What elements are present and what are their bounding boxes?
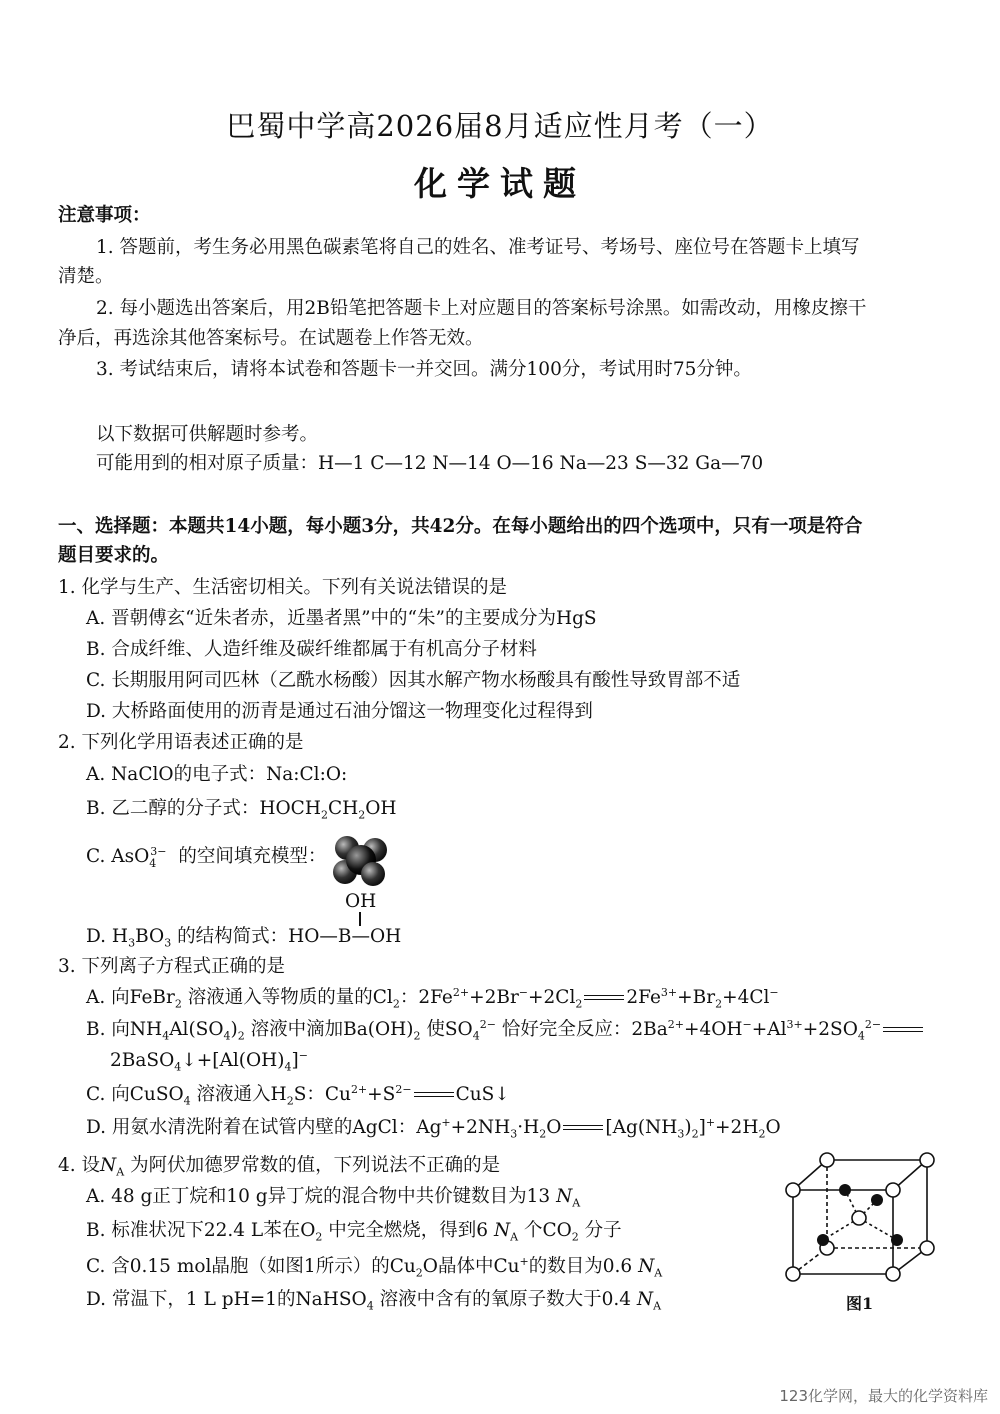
reference-line1: 以下数据可供解题时参考。 [96,424,319,445]
h3bo3-oh-top: OH [345,891,377,912]
q4-option-d: D. 常温下，1 L pH=1的NaHSO$_4$ 溶液中含有的氧原子数大于0.4 $N_A$ [86,1289,662,1313]
section1-line2: 题目要求的。 [58,545,170,566]
section1-line1: 一、选择题：本题共14小题，每小题3分，共42分。在每小题给出的四个选项中，只有一项是符合 [58,516,863,537]
notice-item2-line1: 2. 每小题选出答案后，用2B铅笔把答题卡上对应题目的答案标号涂黑。如需改动，用橡皮擦干 [96,298,867,319]
q3-option-a: A. 向FeBr$_2$ 溶液通入等物质的量的$Cl_2$：$2Fe^{2+}+2Br^-+2Cl_2$ $2Fe^{3+}+Br_2+4Cl^-$ [86,985,779,1011]
aso4-space-filling-model [325,830,395,890]
notice-item1-line2: 清楚。 [58,266,114,287]
q3-option-b: B. 向$NH_4Al(SO_4)_2$ 溶液中滴加$Ba(OH)_2$ 使$SO_4^{2-}$ 恰好完全反应：$2Ba^{2+}+4OH^-+Al^{3+}+2SO_4^{2-}$ [86,1019,925,1041]
reference-line2: 可能用到的相对原子质量：H—1 C—12 N—14 O—16 Na—23 S—32 Ga—70 [96,453,764,474]
h3bo3-chain: HO—B—OH [288,926,402,947]
notice-heading: 注意事项： [58,205,151,226]
q1-option-a: A. 晋朝傅玄“近朱者赤，近墨者黑”中的“朱”的主要成分为HgS [86,608,597,629]
notice-item3: 3. 考试结束后，请将本试卷和答题卡一并交回。满分100分，考试用时75分钟。 [96,359,752,380]
q1-option-d: D. 大桥路面使用的沥青是通过石油分馏这一物理变化过程得到 [86,701,593,722]
q2-option-a: A. NaClO的电子式：Na:Cl:O: [86,764,348,785]
q1-stem: 1. 化学与生产、生活密切相关。下列有关说法错误的是 [58,577,508,598]
q4-option-a: A. 48 g正丁烷和10 g异丁烷的混合物中共价键数目为13 $N_A$ [86,1186,581,1210]
figure1-unit-cell [775,1148,955,1288]
q3-option-d: D. 用氨水清洗附着在试管内壁的AgCl：$Ag^++2NH_3\cdot H_2O$ $[Ag(NH_3)_2]^++2H_2O$ [86,1115,781,1141]
q3-option-c: C. 向CuSO$_4$ 溶液通入$H_2S$：$Cu^{2+}+S^{2-}$ CuS↓ [86,1082,510,1108]
q2-option-d: D. $H_3BO_3$ 的结构简式：HO—B—OH [86,926,402,950]
q4-option-c: C. 含0.15 mol晶胞（如图1所示）的$Cu_2O$晶体中Cu+的数目为0.6 $N_A$ [86,1254,663,1280]
subject-title: 化学试题 [414,164,586,203]
q2-stem: 2. 下列化学用语表述正确的是 [58,732,304,753]
q4-option-b: B. 标准状况下22.4 L苯在$O_2$ 中完全燃烧，得到6 $N_A$ 个$CO_2$ 分子 [86,1220,622,1244]
nacio-electron-formula: Na:Cl:O: [266,764,348,785]
q1-option-c: C. 长期服用阿司匹林（乙酰水杨酸）因其水解产物水杨酸具有酸性导致胃部不适 [86,670,741,691]
q4-stem: 4. 设$N_A$ 为阿伏加德罗常数的值，下列说法不正确的是 [58,1155,501,1179]
q1-option-b: B. 合成纤维、人造纤维及碳纤维都属于有机高分子材料 [86,639,537,660]
footer-watermark: 123化学网，最大的化学资料库 [779,1387,988,1405]
q3-stem: 3. 下列离子方程式正确的是 [58,956,286,977]
notice-item2-line2: 净后，再选涂其他答案标号。在试题卷上作答无效。 [58,328,484,349]
q3-option-b-cont: $2BaSO_4↓+[Al(OH)_4]^-$ [110,1048,308,1074]
exam-title: 巴蜀中学高2026届8月适应性月考（一） [226,109,774,143]
h3bo3-bond [359,912,361,926]
q2-option-b: B. 乙二醇的分子式：$HOCH_2CH_2OH$ [86,798,397,822]
notice-item1-line1: 1. 答题前，考生务必用黑色碳素笔将自己的姓名、准考证号、考场号、座位号在答题卡上填写 [96,237,860,258]
q2-option-c: C. AsO$_4^{3-}$ 的空间填充模型： [86,844,327,870]
figure1-caption: 图1 [846,1294,874,1313]
